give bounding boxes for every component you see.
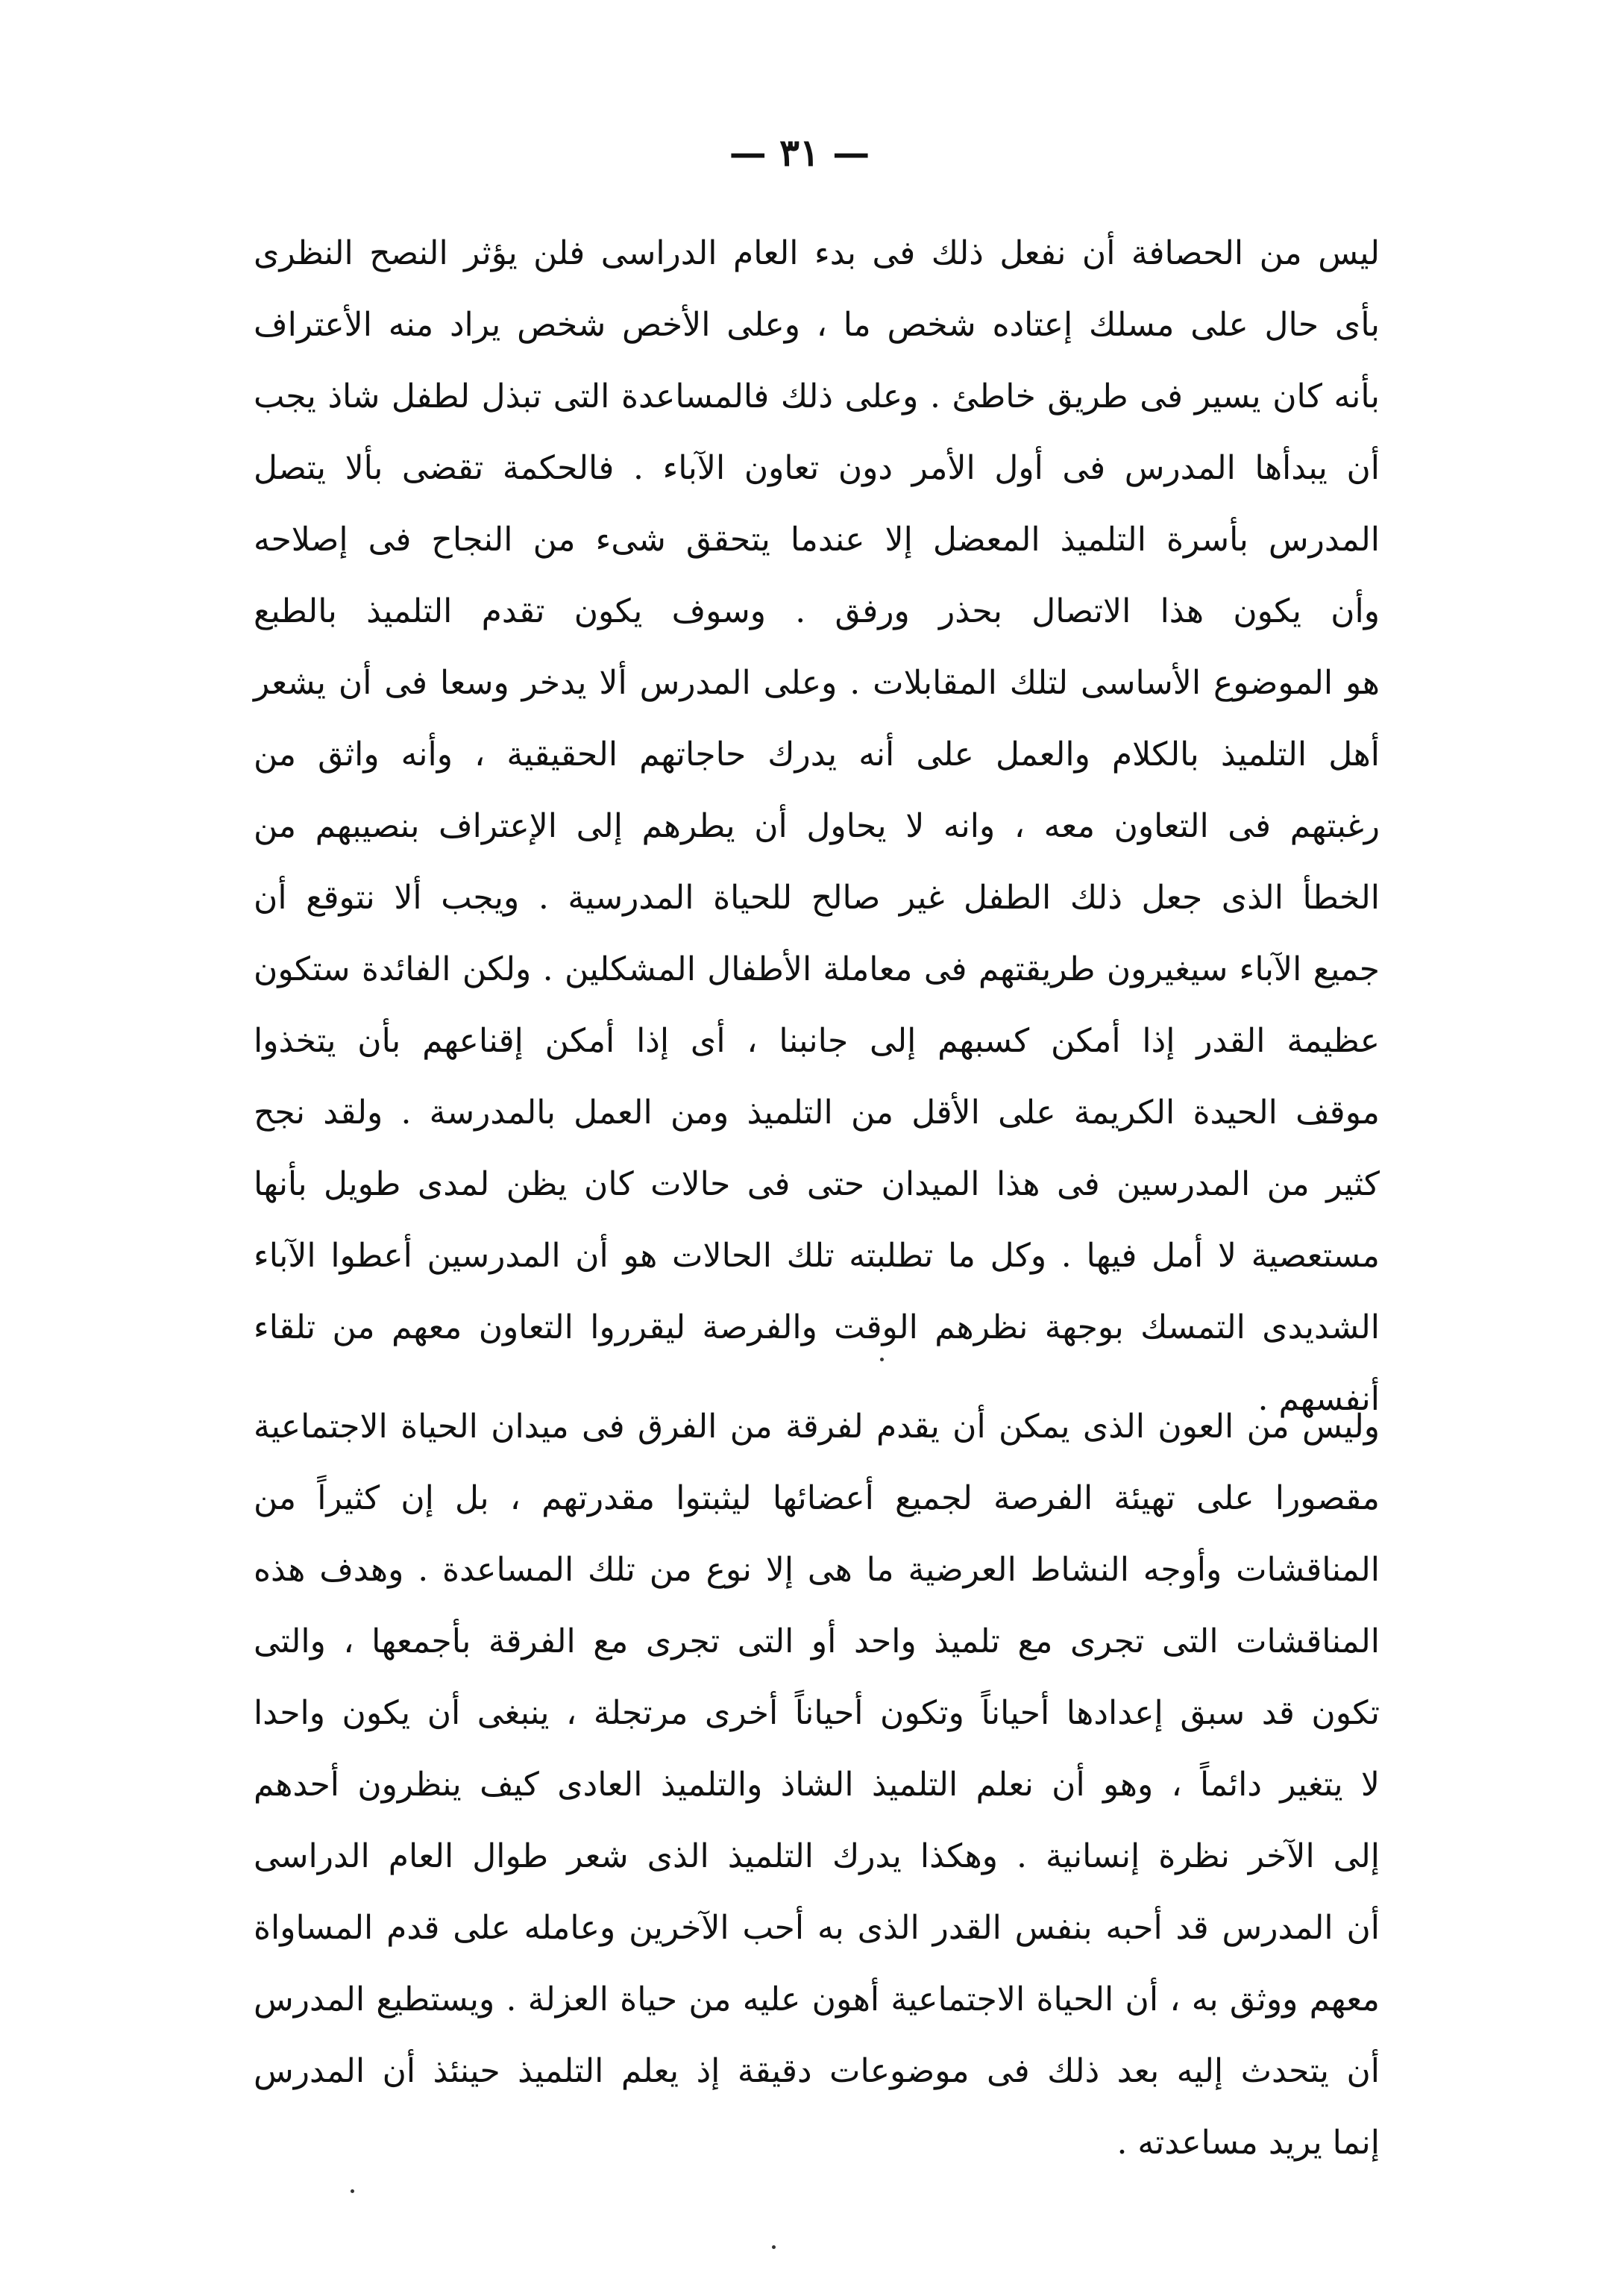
text-line: مستعصية لا أمل فيها . وكل ما تطلبته تلك الحالات هو أن المدرسين أعطوا الآباء — [254, 1237, 1380, 1275]
page-number: — ٣١ — — [729, 131, 870, 175]
text-line: موقف الحيدة الكريمة على الأقل من التلميذ ومن العمل بالمدرسة . ولقد نجح — [254, 1094, 1380, 1132]
text-line: إنما يريد مساعدته . — [1116, 2124, 1380, 2162]
text-line: المدرس بأسرة التلميذ المعضل إلا عندما يتحقق شىء من النجاح فى إصلاحه — [254, 521, 1380, 559]
text-line: مقصورا على تهيئة الفرصة لجميع أعضائها ليثبتوا مقدرتهم ، بل إن كثيراً من — [254, 1479, 1380, 1517]
scan-speck — [772, 2245, 776, 2249]
text-line: عظيمة القدر إذا أمكن كسبهم إلى جانبنا ، أى إذا أمكن إقناعهم بأن يتخذوا — [254, 1022, 1380, 1060]
text-line: أن المدرس قد أحبه بنفس القدر الذى به أحب الآخرين وعامله على قدم المساواة — [254, 1909, 1380, 1947]
text-line: وأن يكون هذا الاتصال بحذر ورفق . وسوف يكون تقدم التلميذ بالطبع — [254, 592, 1380, 630]
text-line: ليس من الحصافة أن نفعل ذلك فى بدء العام الدراسى فلن يؤثر النصح النظرى — [254, 234, 1380, 272]
text-line: معهم ووثق به ، أن الحياة الاجتماعية أهون عليه من حياة العزلة . ويستطيع المدرس — [254, 1980, 1380, 2019]
text-line: بأنه كان يسير فى طريق خاطئ . وعلى ذلك فالمساعدة التى تبذل لطفل شاذ يجب — [254, 377, 1380, 415]
body-paragraph — [254, 218, 1380, 1435]
body-paragraph — [254, 1391, 1380, 2179]
text-line: أن يتحدث إليه بعد ذلك فى موضوعات دقيقة إذ يعلم التلميذ حينئذ أن المدرس — [254, 2052, 1380, 2090]
text-line: تكون قد سبق إعدادها أحياناً وتكون أحياناً أخرى مرتجلة ، ينبغى أن يكون واحدا — [254, 1694, 1380, 1732]
text-line: المناقشات وأوجه النشاط العرضية ما هى إلا نوع من تلك المساعدة . وهدف هذه — [254, 1551, 1380, 1589]
text-line: الشديدى التمسك بوجهة نظرهم الوقت والفرصة ليقرروا التعاون معهم من تلقاء — [254, 1308, 1380, 1346]
text-line: وليس من العون الذى يمكن أن يقدم لفرقة من الفرق فى ميدان الحياة الاجتماعية — [254, 1408, 1380, 1446]
text-line: بأى حال على مسلك إعتاده شخص ما ، وعلى الأخص شخص يراد منه الأعتراف — [254, 306, 1380, 344]
text-line: الخطأ الذى جعل ذلك الطفل غير صالح للحياة المدرسية . ويجب ألا نتوقع أن — [254, 879, 1380, 917]
text-line: جميع الآباء سيغيرون طريقتهم فى معاملة الأطفال المشكلين . ولكن الفائدة ستكون — [254, 950, 1380, 988]
scan-speck — [351, 2189, 354, 2193]
text-line: رغبتهم فى التعاون معه ، وانه لا يحاول أن يطرهم إلى الإعتراف بنصيبهم من — [254, 807, 1380, 845]
text-line: لا يتغير دائماً ، وهو أن نعلم التلميذ الشاذ والتلميذ العادى كيف ينظرون أحدهم — [254, 1766, 1380, 1804]
text-line: أنفسهم . — [1257, 1380, 1380, 1418]
text-line: المناقشات التى تجرى مع تلميذ واحد أو التى تجرى مع الفرقة بأجمعها ، والتى — [254, 1622, 1380, 1660]
text-line: كثير من المدرسين فى هذا الميدان حتى فى حالات كان يظن لمدى طويل بأنها — [254, 1165, 1380, 1203]
text-line: أن يبدأها المدرس فى أول الأمر دون تعاون الآباء . فالحكمة تقضى بألا يتصل — [254, 449, 1380, 487]
text-line: إلى الآخر نظرة إنسانية . وهكذا يدرك التلميذ الذى شعر طوال العام الدراسى — [254, 1837, 1380, 1875]
text-line: أهل التلميذ بالكلام والعمل على أنه يدرك حاجاتهم الحقيقية ، وأنه واثق من — [254, 735, 1380, 774]
scan-speck — [880, 1358, 884, 1361]
text-line: هو الموضوع الأساسى لتلك المقابلات . وعلى المدرس ألا يدخر وسعا فى أن يشعر — [254, 664, 1380, 702]
